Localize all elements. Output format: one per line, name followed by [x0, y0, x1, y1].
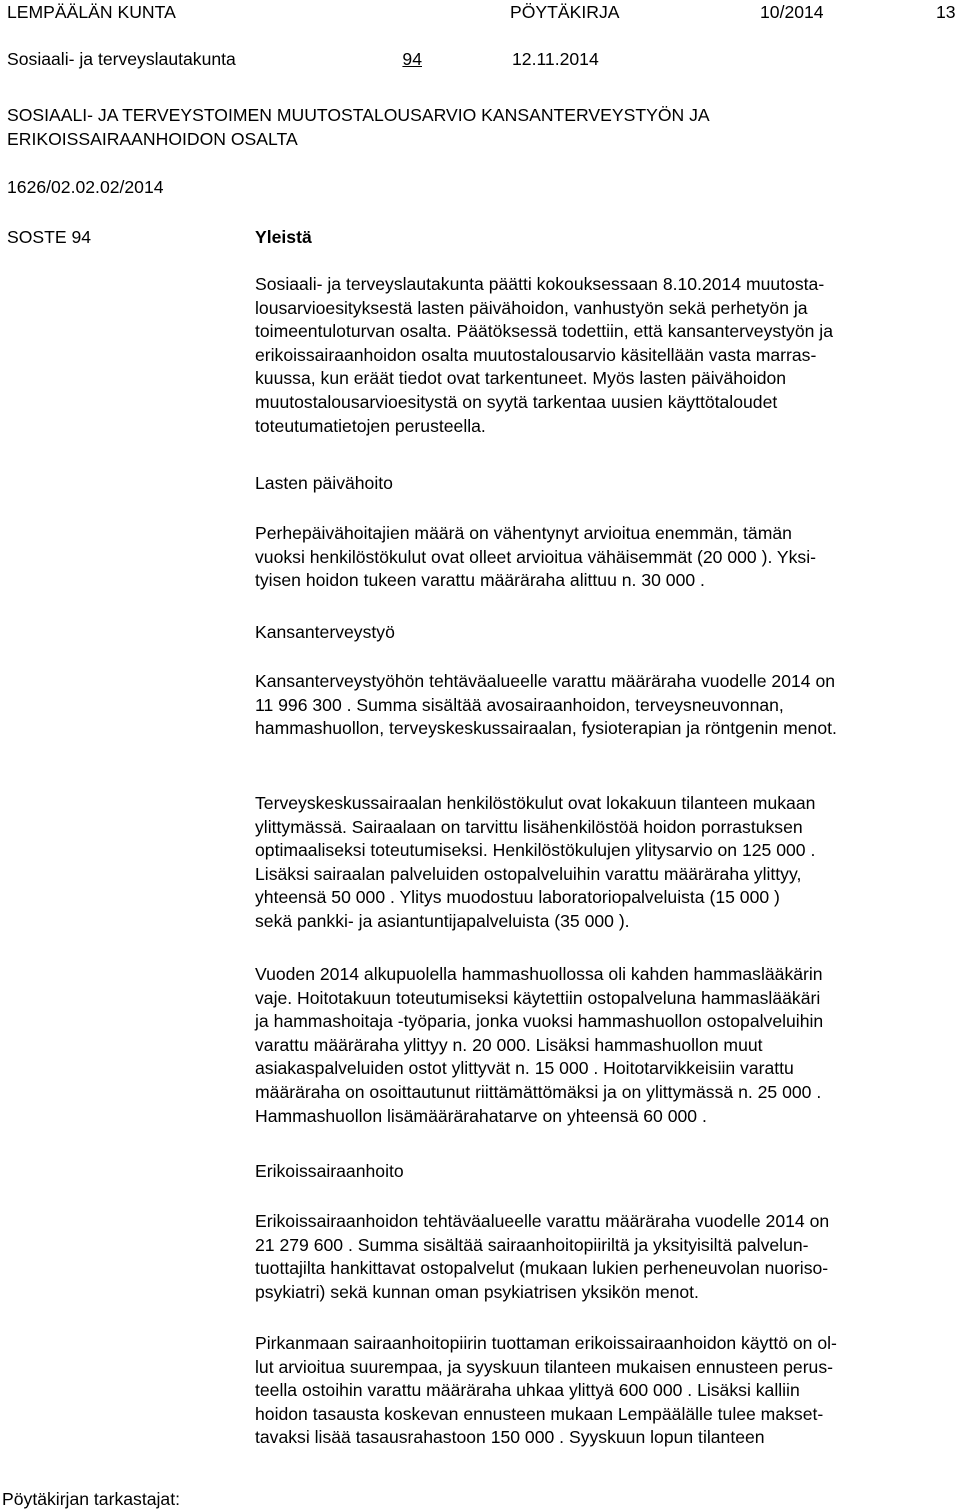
footer-reviewers-label: Pöytäkirjan tarkastajat: — [2, 1489, 180, 1509]
text-line: toteutumatietojen perusteella. — [255, 415, 486, 436]
section-label: SOSTE 94 — [7, 227, 92, 247]
paragraph-yleista — [255, 273, 955, 438]
text-line: asiakaspalveluiden ostot ylittyvät n. 15 000 . Hoitotarvikkeisiin varattu — [255, 1058, 794, 1079]
text-line: toimeentuloturvan osalta. Päätöksessä todettiin, että kansanterveystyön ja — [255, 321, 833, 342]
heading-erikoissairaanhoito: Erikoissairaanhoito — [255, 1161, 404, 1181]
text-line: kuussa, kun eräät tiedot ovat tarkentuneet. Myös lasten päivähoidon — [255, 368, 787, 389]
paragraph-lasten-paivahoito — [255, 522, 955, 593]
text-line: muutostalousarvioesitystä on syytä tarkentaa uusien käyttötaloudet — [255, 391, 778, 412]
text-line: Erikoissairaanhoidon tehtäväalueelle varattu määräraha vuodelle 2014 on — [255, 1211, 830, 1231]
text-line: tyisen hoidon tukeen varattu määräraha alittuu n. 30 000 . — [255, 570, 705, 591]
page-number: 13 — [936, 2, 956, 22]
paragraph-terveyskeskussairaala — [255, 792, 955, 934]
text-line: tavaksi lisää tasausrahastoon 150 000 . Syyskuun lopun tilanteen — [255, 1427, 765, 1448]
municipality-name: LEMPÄÄLÄN KUNTA — [7, 2, 176, 22]
text-line: hoidon tasausta koskevan ennusteen mukaan Lempäälälle tulee makset- — [255, 1403, 824, 1424]
text-line: ylittymässä. Sairaalaan on tarvittu lisähenkilöstöä hoidon porrastuksen — [255, 816, 803, 837]
meeting-date: 12.11.2014 — [512, 49, 599, 69]
text-line: Perhepäivähoitajien määrä on vähentynyt arvioitua enemmän, tämän — [255, 523, 792, 543]
text-line: optimaaliseksi toteutumiseksi. Henkilöstökulujen ylitysarvio on 125 000 . — [255, 840, 816, 861]
text-line: Pirkanmaan sairaanhoitopiirin tuottaman erikoissairaanhoidon käyttö on ol- — [255, 1333, 837, 1353]
section-number: 94 — [402, 49, 422, 69]
text-line: erikoissairaanhoidon osalta muutostalousarvio käsitellään vasta marras- — [255, 344, 817, 365]
text-line: Terveyskeskussairaalan henkilöstökulut ovat lokakuun tilanteen mukaan — [255, 793, 816, 813]
heading-lasten-paivahoito: Lasten päivähoito — [255, 473, 393, 493]
board-name: Sosiaali- ja terveyslautakunta — [7, 49, 236, 69]
text-line: Lisäksi sairaalan palveluiden ostopalveluihin varattu määräraha ylittyy, — [255, 863, 802, 884]
text-line: Vuoden 2014 alkupuolella hammashuollossa oli kahden hammaslääkärin — [255, 964, 823, 984]
heading-yleista: Yleistä — [255, 227, 312, 247]
document-title-line1: SOSIAALI- JA TERVEYSTOIMEN MUUTOSTALOUSARVIO KANSANTERVEYSTYÖN JA — [7, 105, 710, 125]
text-line: hammashuollon, terveyskeskussairaalan, fysioterapian ja röntgenin menot. — [255, 718, 837, 739]
text-line: tuottajilta hankittavat ostopalvelut (mukaan lukien perheneuvolan nuoriso- — [255, 1258, 829, 1279]
text-line: vaje. Hoitotakuun toteutumiseksi käytettiin ostopalveluna hammaslääkäri — [255, 987, 821, 1008]
text-line: Sosiaali- ja terveyslautakunta päätti kokouksessaan 8.10.2014 muutosta- — [255, 274, 825, 294]
document-number: 10/2014 — [760, 2, 824, 22]
text-line: vuoksi henkilöstökulut ovat olleet arvioitua vähäisemmät (20 000 ). Yksi- — [255, 546, 816, 567]
text-line: teella ostoihin varattu määräraha uhkaa ylittyä 600 000 . Lisäksi kalliin — [255, 1380, 800, 1401]
text-line: Hammashuollon lisämäärärahatarve on yhteensä 60 000 . — [255, 1105, 707, 1126]
text-line: 21 279 600 . Summa sisältää sairaanhoitopiiriltä ja yksityisiltä palvelun- — [255, 1234, 809, 1255]
text-line: 11 996 300 . Summa sisältää avosairaanhoidon, terveysneuvonnan, — [255, 694, 784, 715]
text-line: Kansanterveystyöhön tehtäväalueelle varattu määräraha vuodelle 2014 on — [255, 671, 836, 691]
text-line: varattu määräraha ylittyy n. 20 000. Lisäksi hammashuollon muut — [255, 1034, 763, 1055]
heading-kansanterveystyo: Kansanterveystyö — [255, 622, 395, 642]
paragraph-erikoissairaanhoito — [255, 1210, 955, 1304]
text-line: sekä pankki- ja asiantuntijapalveluista (35 000 ). — [255, 910, 630, 931]
text-line: määräraha on osoittautunut riittämättömäksi ja on ylittymässä n. 25 000 . — [255, 1081, 822, 1102]
document-title-line2: ERIKOISSAIRAANHOIDON OSALTA — [7, 129, 298, 149]
text-line: lousarvioesityksestä lasten päivähoidon, vanhustyön sekä perhetyön ja — [255, 297, 808, 318]
paragraph-pirkanmaa — [255, 1332, 955, 1450]
document-type: PÖYTÄKIRJA — [510, 2, 620, 22]
text-line: ja hammashoitaja -työparia, jonka vuoksi hammashuollon ostopalveluihin — [255, 1011, 824, 1032]
paragraph-kansanterveystyo — [255, 670, 955, 741]
text-line: yhteensä 50 000 . Ylitys muodostuu laboratoriopalveluista (15 000 ) — [255, 887, 780, 908]
reference-number: 1626/02.02.02/2014 — [7, 177, 164, 197]
text-line: lut arvioitua suurempaa, ja syyskuun tilanteen mukaisen ennusteen perus- — [255, 1356, 833, 1377]
paragraph-hammashuolto — [255, 963, 955, 1128]
text-line: psykiatri) sekä kunnan oman psykiatrisen yksikön menot. — [255, 1281, 699, 1302]
